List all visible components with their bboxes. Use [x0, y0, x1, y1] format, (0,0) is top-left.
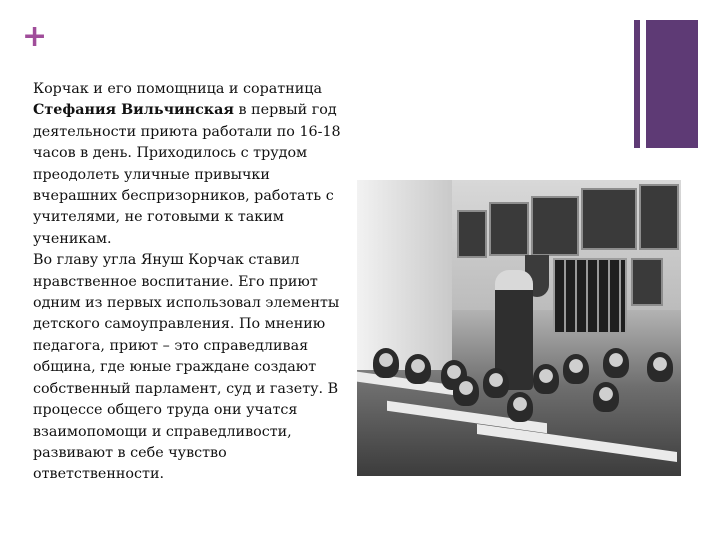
- photo-student: [603, 348, 629, 378]
- photo-notice-board: [553, 258, 627, 334]
- body-text: [33, 79, 345, 486]
- accent-bar-thin: [634, 20, 640, 148]
- classroom-photo: [357, 180, 681, 476]
- photo-student: [373, 348, 399, 378]
- photo-wall-picture: [531, 196, 579, 256]
- photo-student: [507, 392, 533, 422]
- photo-student: [533, 364, 559, 394]
- photo-wall-picture: [457, 210, 487, 258]
- photo-student: [593, 382, 619, 412]
- photo-student: [453, 376, 479, 406]
- paragraph-1-end: в первый год деятельности приюта работали по 16-18 часов в день. Приходилось с трудом преодолеть уличные привычки вчерашних беспризорников, работать с учителями, не готовыми к таким ученикам.: [33, 102, 341, 247]
- photo-student: [563, 354, 589, 384]
- accent-bar-wide: [646, 20, 698, 148]
- plus-icon: +: [22, 19, 48, 54]
- photo-wall-picture: [581, 188, 637, 250]
- paragraph-1-start: Корчак и его помощница и соратница: [33, 81, 322, 97]
- paragraph-1: [33, 79, 345, 250]
- photo-desk: [477, 424, 677, 462]
- paragraph-2: Во главу угла Януш Корчак ставил нравственное воспитание. Его приют одним из первых использовал элементы детского самоуправления. По мнению педагога, приют – это справедливая община, где юные граждане создают собственный парламент, суд и газету. В процессе общего труда они учатся взаимопомощи и справедливости, развивают в себе чувство ответственности.: [33, 252, 340, 483]
- photo-wall-picture: [489, 202, 529, 256]
- name-highlight: Стефания Вильчинская: [33, 102, 234, 119]
- photo-student: [405, 354, 431, 384]
- photo-wall-picture: [639, 184, 679, 250]
- photo-student: [483, 368, 509, 398]
- photo-wall-portrait: [631, 258, 663, 306]
- photo-window-light: [357, 180, 452, 370]
- photo-student: [647, 352, 673, 382]
